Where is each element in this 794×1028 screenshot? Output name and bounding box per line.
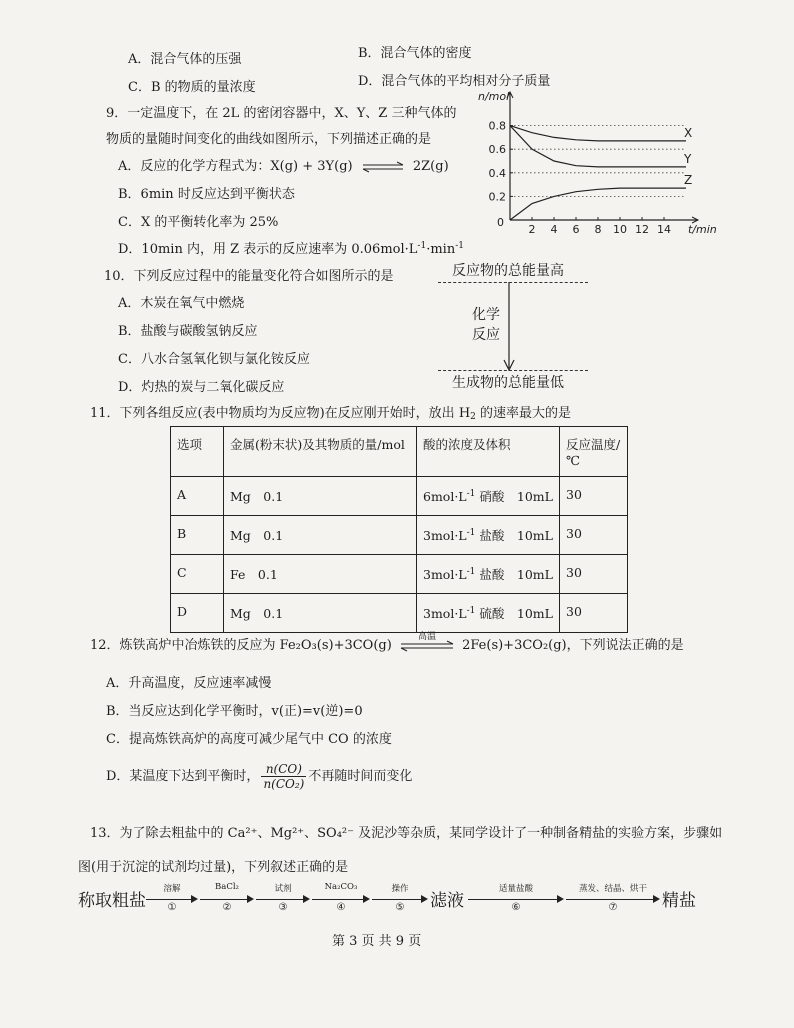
cell-acid — [417, 516, 560, 555]
arrow-line — [312, 899, 364, 900]
arrow-step-number: ⑤ — [395, 902, 405, 913]
cell-metal: Mg 0.1 — [224, 594, 417, 633]
y-tick-label: 0.4 — [488, 166, 506, 180]
acid-sup: -1 — [466, 567, 476, 577]
q9-reference-lines — [510, 126, 686, 197]
x-tick-label: 2 — [528, 223, 536, 236]
q9-ticks — [489, 120, 672, 236]
arrow-label: 试剂 — [274, 884, 292, 894]
origin-label: 0 — [497, 216, 504, 229]
process-arrow-1 — [146, 880, 198, 914]
q11-stem-sub: 2 — [470, 412, 476, 422]
arrow-line — [200, 899, 248, 900]
arrow-label: 溶解 — [163, 884, 181, 894]
q12-stem-prefix: 12．炼铁高炉中冶炼铁的反应为 Fe₂O₃(s)+3CO(g) — [90, 638, 392, 653]
q12-stem-suffix: 2Fe(s)+3CO₂(g)，下列说法正确的是 — [462, 638, 684, 653]
y-tick-label: 0.8 — [488, 119, 506, 133]
arrow-step-number: ② — [222, 902, 232, 913]
arrow-step-number: ⑥ — [511, 902, 521, 913]
process-arrow-7 — [566, 880, 660, 914]
arrow-label: 操作 — [391, 884, 409, 894]
table-row — [171, 555, 628, 594]
q12-option-d — [106, 762, 412, 791]
q9-option-c: C．X 的平衡转化率为 25% — [118, 215, 279, 230]
q8-option-c: C．B 的物质的量浓度 — [128, 80, 256, 95]
arrow-line — [468, 899, 558, 900]
page-footer: 第 3 页 共 9 页 — [332, 934, 422, 949]
table-row — [171, 477, 628, 516]
q9-line-chart — [470, 88, 720, 238]
arrow-step-number: ⑦ — [608, 902, 618, 913]
q8-option-b: B．混合气体的密度 — [358, 46, 472, 61]
x-tick-label: 4 — [550, 223, 558, 236]
acid-sup: -1 — [466, 606, 476, 616]
cell-metal: Fe 0.1 — [224, 555, 417, 594]
y-tick-label: 0.6 — [488, 143, 506, 157]
arrow-label: 适量盐酸 — [498, 884, 533, 894]
acid-name: 硝酸 10mL — [475, 489, 553, 504]
q10-option-c: C．八水合氢氧化钡与氯化铵反应 — [118, 352, 310, 367]
header-acid: 酸的浓度及体积 — [417, 427, 560, 477]
acid-conc: 3mol·L — [423, 606, 467, 621]
series-line-z — [510, 188, 686, 220]
q12-option-b: B．当反应达到化学平衡时，v(正)=v(逆)=0 — [106, 704, 363, 719]
series-line-x — [510, 126, 686, 141]
process-arrow-5 — [372, 880, 428, 914]
q9-labels — [478, 90, 717, 236]
q11-stem-main: 11．下列各组反应(表中物质均为反应物)在反应刚开始时，放出 H — [90, 406, 471, 421]
q12-fraction — [261, 762, 306, 791]
arrow-label: 蒸发、结晶、烘干 — [578, 884, 647, 894]
y-axis-label: n/mol — [478, 90, 510, 103]
q10-diagram-bottom-label: 生成物的总能量低 — [452, 375, 564, 391]
q12-option-d-prefix: D．某温度下达到平衡时， — [106, 769, 260, 784]
process-start: 称取粗盐 — [78, 891, 146, 911]
process-arrow-6 — [468, 880, 564, 914]
q11-table — [170, 426, 628, 633]
cell-temp: 30 — [560, 477, 628, 516]
q13-stem-line2: 图(用于沉淀的试剂均过量)，下列叙述正确的是 — [78, 860, 349, 875]
arrow-line — [256, 899, 304, 900]
cell-option: D — [171, 594, 224, 633]
arrow-line — [566, 899, 654, 900]
q10-energy-diagram — [438, 258, 588, 398]
q11-stem-tail: 的速率最大的是 — [475, 406, 572, 421]
cell-acid — [417, 477, 560, 516]
table-row — [171, 594, 628, 633]
q9-stem-line2: 物质的量随时间变化的曲线如图所示，下列描述正确的是 — [106, 132, 432, 147]
arrow-step-number: ④ — [336, 902, 346, 913]
x-tick-label: 10 — [613, 223, 627, 236]
x-tick-label: 8 — [594, 223, 602, 236]
acid-conc: 3mol·L — [423, 528, 467, 543]
arrow-label: BaCl₂ — [215, 882, 239, 892]
fraction-numerator: n(CO) — [261, 762, 306, 777]
q10-diagram-mid-label-2: 反应 — [472, 327, 500, 343]
q10-diagram-top-label: 反应物的总能量高 — [452, 263, 564, 279]
series-line-y — [510, 126, 686, 167]
cell-option: B — [171, 516, 224, 555]
q8-option-a: A．混合气体的压强 — [128, 52, 242, 67]
q9-option-b: B．6min 时反应达到平衡状态 — [118, 187, 295, 202]
q13-process-flow — [78, 880, 718, 914]
header-option: 选项 — [171, 427, 224, 477]
arrow-line — [372, 899, 422, 900]
y-tick-label: 0.2 — [488, 190, 506, 204]
q9-option-d-sup1: -1 — [417, 241, 427, 251]
arrow-label: Na₂CO₃ — [324, 882, 358, 892]
process-arrow-4 — [312, 880, 370, 914]
q9-option-d — [118, 238, 464, 257]
x-axis-label: t/min — [688, 223, 717, 236]
process-arrow-2 — [200, 880, 254, 914]
q10-option-d: D．灼热的炭与二氧化碳反应 — [118, 380, 285, 395]
q9-option-a — [118, 155, 449, 174]
q9-option-a-prefix: A．反应的化学方程式为：X(g) + 3Y(g) — [118, 159, 353, 174]
x-tick-label: 14 — [657, 223, 671, 236]
q12-option-c: C．提高炼铁高炉的高度可减少尾气中 CO 的浓度 — [106, 732, 392, 747]
acid-name: 硫酸 10mL — [475, 606, 553, 621]
table-header-row — [171, 427, 628, 477]
down-arrow-icon — [502, 282, 516, 372]
x-tick-label: 6 — [572, 223, 580, 236]
series-label-y: Y — [684, 151, 692, 166]
q9-axes — [507, 92, 698, 223]
q9-option-a-suffix: 2Z(g) — [412, 159, 449, 174]
q11-stem — [90, 402, 571, 422]
series-label-x: X — [684, 125, 693, 140]
cell-temp: 30 — [560, 594, 628, 633]
acid-name: 盐酸 10mL — [475, 567, 553, 582]
q12-condition: 高温 — [417, 631, 436, 642]
cell-option: A — [171, 477, 224, 516]
cell-option: C — [171, 555, 224, 594]
q10-option-b: B．盐酸与碳酸氢钠反应 — [118, 324, 258, 339]
q10-diagram-mid-label-1: 化学 — [472, 307, 500, 323]
acid-conc: 6mol·L — [423, 489, 467, 504]
cell-acid — [417, 555, 560, 594]
q9-option-d-main: D．10min 内，用 Z 表示的反应速率为 0.06mol·L — [118, 242, 418, 257]
q13-stem-line1: 13．为了除去粗盐中的 Ca²⁺、Mg²⁺、SO₄²⁻ 及泥沙等杂质，某同学设计了一种制备精盐的实验方案，步骤如 — [90, 826, 723, 841]
q12-reversible-arrow — [399, 631, 455, 653]
header-metal: 金属(粉末状)及其物质的量/mol — [224, 427, 417, 477]
acid-sup: -1 — [466, 489, 476, 499]
arrow-line — [146, 899, 192, 900]
q10-stem: 10．下列反应过程中的能量变化符合如图所示的是 — [104, 269, 394, 284]
process-end: 精盐 — [662, 891, 696, 911]
cell-metal: Mg 0.1 — [224, 477, 417, 516]
acid-conc: 3mol·L — [423, 567, 467, 582]
cell-metal: Mg 0.1 — [224, 516, 417, 555]
q10-option-a: A．木炭在氧气中燃烧 — [118, 296, 245, 311]
fraction-denominator: n(CO₂) — [263, 777, 305, 791]
q12-option-a: A．升高温度，反应速率减慢 — [106, 676, 272, 691]
q9-option-d-sup2: -1 — [455, 241, 464, 251]
q12-option-d-suffix: 不再随时间而变化 — [308, 769, 413, 784]
q8-option-d: D．混合气体的平均相对分子质量 — [358, 74, 551, 89]
acid-name: 盐酸 10mL — [475, 528, 553, 543]
acid-sup: -1 — [466, 528, 476, 538]
reversible-arrow-icon — [361, 161, 405, 173]
cell-acid — [417, 594, 560, 633]
series-label-z: Z — [684, 173, 693, 188]
arrow-step-number: ③ — [278, 902, 288, 913]
cell-temp: 30 — [560, 555, 628, 594]
header-temp: 反应温度/℃ — [560, 427, 628, 477]
x-tick-label: 12 — [635, 223, 649, 236]
process-arrow-3 — [256, 880, 310, 914]
cell-temp: 30 — [560, 516, 628, 555]
q12-stem — [90, 631, 684, 653]
process-filtrate: 滤液 — [430, 891, 464, 911]
q10-bottom-level-line — [438, 370, 588, 371]
q9-stem-line1: 9．一定温度下，在 2L 的密闭容器中，X、Y、Z 三种气体的 — [106, 106, 457, 121]
table-row — [171, 516, 628, 555]
q9-option-d-mid: ·min — [426, 242, 456, 257]
arrow-step-number: ① — [167, 902, 177, 913]
